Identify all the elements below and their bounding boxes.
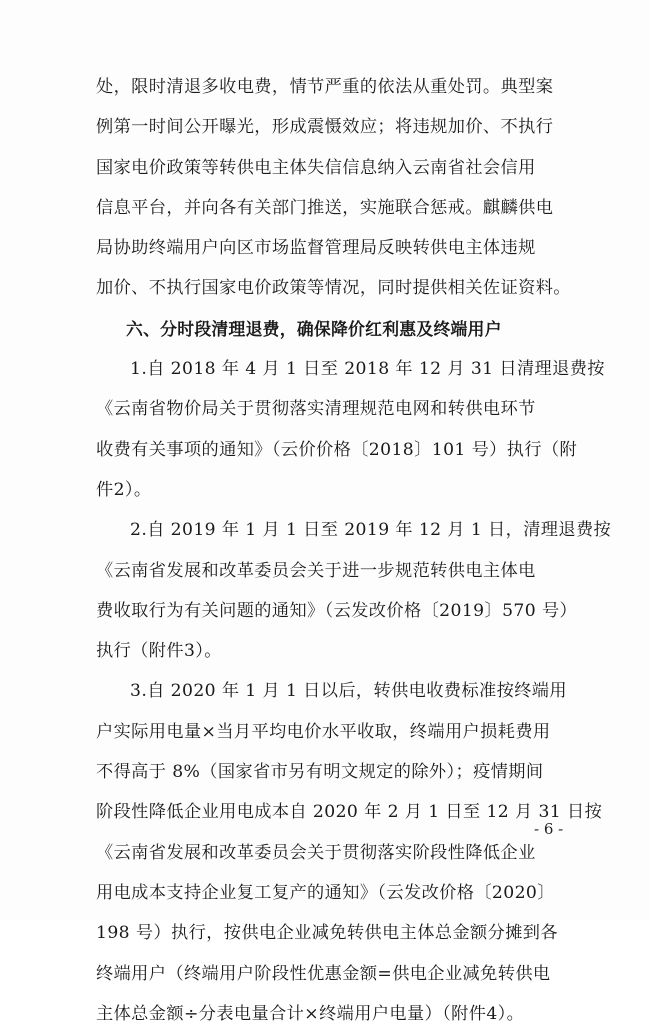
paragraph-line: 例第一时间公开曝光，形成震慑效应；将违规加价、不执行 [96, 117, 554, 138]
item-2-line: 执行（附件3）。 [96, 641, 222, 662]
item-2-line: 费收取行为有关问题的通知》（云发改价格〔2019〕570 号） [96, 600, 578, 621]
item-1-line: 件2）。 [96, 479, 152, 500]
item-3-line: 主体总金额÷分表电量合计×终端用户电量）（附件4）。 [96, 1003, 525, 1024]
item-2-line: 《云南省发展和改革委员会关于进一步规范转供电主体电 [96, 560, 536, 581]
document-body [96, 67, 612, 1034]
page-number: - 6 - [534, 820, 564, 838]
paragraph-line: 加价、不执行国家电价政策等情况，同时提供相关佐证资料。 [96, 278, 571, 299]
item-3-line: 户实际用电量×当月平均电价水平收取，终端用户损耗费用 [96, 721, 551, 742]
item-3-line: 不得高于 8%（国家省市另有明文规定的除外）；疫情期间 [96, 762, 544, 783]
paragraph-line: 局协助终端用户向区市场监督管理局反映转供电主体违规 [96, 238, 536, 259]
item-3-line: 阶段性降低企业用电成本自 2020 年 2 月 1 日至 12 月 31 日按 [96, 802, 603, 823]
item-3-line: 用电成本支持企业复工复产的通知》（云发改价格〔2020〕 [96, 882, 555, 903]
item-1-line: 1.自 2018 年 4 月 1 日至 2018 年 12 月 31 日清理退费按 [130, 359, 605, 380]
item-3-line: 198 号）执行，按供电企业减免转供电主体总金额分摊到各 [96, 923, 558, 944]
item-3-line: 终端用户（终端用户阶段性优惠金额=供电企业减免转供电 [96, 963, 551, 984]
item-3-line: 《云南省发展和改革委员会关于贯彻落实阶段性降低企业 [96, 842, 536, 863]
item-2-line: 2.自 2019 年 1 月 1 日至 2019 年 12 月 1 日，清理退费按 [130, 520, 612, 541]
section-heading: 六、分时段清理退费，确保降价红利惠及终端用户 [126, 318, 502, 339]
paragraph-line: 信息平台，并向各有关部门推送，实施联合惩戒。麒麟供电 [96, 197, 554, 218]
item-3-line: 3.自 2020 年 1 月 1 日以后，转供电收费标准按终端用 [130, 681, 567, 702]
item-1-line: 收费有关事项的通知》（云价价格〔2018〕101 号）执行（附 [96, 439, 578, 460]
paragraph-line: 处，限时清退多收电费，情节严重的依法从重处罚。典型案 [96, 77, 554, 97]
paragraph-line: 国家电价政策等转供电主体失信信息纳入云南省社会信用 [96, 157, 536, 178]
item-1-line: 《云南省物价局关于贯彻落实清理规范电网和转供电环节 [96, 399, 536, 420]
